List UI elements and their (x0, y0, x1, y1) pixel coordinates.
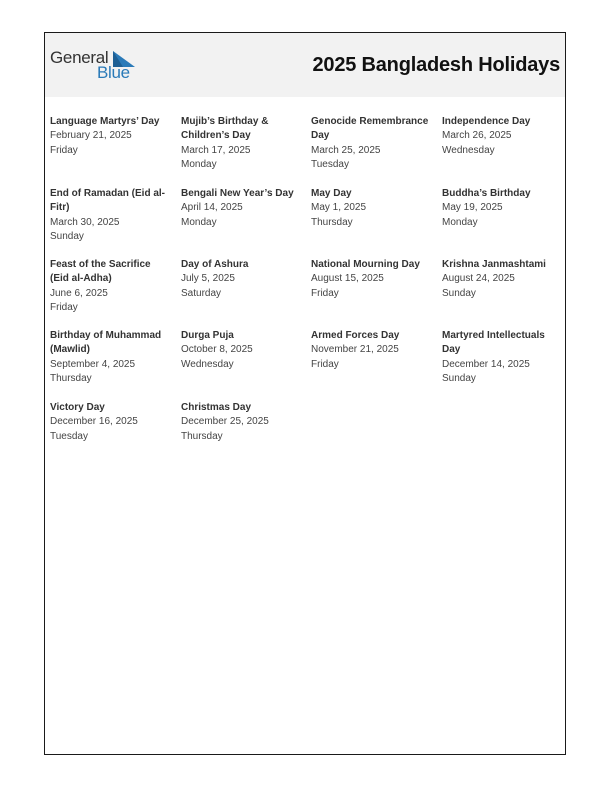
holiday-name: Victory Day (50, 402, 105, 413)
holiday-date: June 6, 2025 (50, 287, 108, 299)
holiday-item (181, 187, 306, 230)
holiday-weekday: Wednesday (442, 144, 495, 156)
holiday-item (50, 258, 162, 315)
holiday-date: August 24, 2025 (442, 273, 515, 285)
holiday-name: Krishna Janmashtami (442, 259, 546, 270)
holiday-date: May 19, 2025 (442, 202, 503, 214)
holiday-date: May 1, 2025 (311, 202, 367, 214)
holiday-date: March 17, 2025 (181, 144, 251, 156)
holiday-name: Durga Puja (181, 330, 234, 341)
holiday-weekday: Friday (311, 358, 339, 370)
holiday-item (181, 401, 306, 444)
holiday-weekday: Thursday (311, 216, 353, 228)
holiday-date: December 14, 2025 (442, 358, 530, 370)
holiday-name: Martyred Intellectuals Day (442, 330, 545, 356)
holiday-name: Feast of the Sacrifice (Eid al-Adha) (50, 259, 151, 285)
holiday-weekday: Sunday (442, 372, 476, 384)
holiday-weekday: Tuesday (311, 158, 349, 170)
holiday-date: September 4, 2025 (50, 358, 136, 370)
holiday-name: Armed Forces Day (311, 330, 400, 341)
holiday-name: Genocide Remembrance Day (311, 116, 429, 142)
holiday-name: Mujib’s Birthday & Children’s Day (181, 116, 269, 142)
holiday-weekday: Wednesday (181, 358, 234, 370)
generalblue-logo (50, 48, 140, 84)
header-band (45, 33, 565, 97)
holiday-item (311, 187, 436, 230)
holiday-date: October 8, 2025 (181, 344, 253, 356)
holiday-weekday: Thursday (50, 372, 92, 384)
holiday-name: Bengali New Year’s Day (181, 188, 294, 199)
holiday-item (311, 329, 436, 372)
holiday-item (50, 401, 175, 444)
holiday-weekday: Friday (50, 144, 78, 156)
holiday-weekday: Friday (311, 287, 339, 299)
holiday-item (50, 115, 175, 158)
holiday-item (442, 329, 557, 386)
logo-word-general: General (50, 48, 109, 67)
holiday-date: February 21, 2025 (50, 130, 132, 142)
holiday-name: National Mourning Day (311, 259, 420, 270)
holiday-date: March 25, 2025 (311, 144, 381, 156)
holiday-date: August 15, 2025 (311, 273, 384, 285)
holiday-weekday: Tuesday (50, 430, 88, 442)
holiday-name: Birthday of Muhammad (Mawlid) (50, 330, 162, 356)
holiday-date: December 25, 2025 (181, 416, 269, 428)
holiday-item (50, 187, 168, 244)
holiday-weekday: Saturday (181, 287, 222, 299)
holiday-name: May Day (311, 188, 352, 199)
holiday-date: March 26, 2025 (442, 130, 512, 142)
page-title: 2025 Bangladesh Holidays (312, 54, 560, 76)
holiday-weekday: Monday (442, 216, 478, 228)
holiday-name: Language Martyrs’ Day (50, 116, 160, 127)
holiday-item (311, 258, 436, 301)
holiday-name: Buddha’s Birthday (442, 188, 531, 199)
holiday-item (181, 329, 306, 372)
holiday-name: Day of Ashura (181, 259, 249, 270)
holiday-weekday: Sunday (50, 230, 84, 242)
holiday-date: July 5, 2025 (181, 273, 235, 285)
holiday-item (442, 115, 567, 158)
page-frame (44, 32, 566, 755)
holiday-weekday: Monday (181, 216, 217, 228)
holiday-date: December 16, 2025 (50, 416, 138, 428)
holiday-name: Christmas Day (181, 402, 252, 413)
holiday-item (442, 258, 567, 301)
holiday-weekday: Sunday (442, 287, 476, 299)
holiday-item (50, 329, 170, 386)
holiday-weekday: Monday (181, 158, 217, 170)
holiday-item (442, 187, 567, 230)
holiday-item (181, 115, 281, 172)
holiday-date: March 30, 2025 (50, 216, 120, 228)
holiday-item (181, 258, 306, 301)
holiday-name: Independence Day (442, 116, 531, 127)
holiday-weekday: Friday (50, 301, 78, 313)
holiday-weekday: Thursday (181, 430, 223, 442)
holiday-name: End of Ramadan (Eid al-Fitr) (50, 188, 166, 214)
holiday-date: April 14, 2025 (181, 202, 243, 214)
holiday-item (311, 115, 436, 172)
holiday-date: November 21, 2025 (311, 344, 399, 356)
logo-word-blue: Blue (97, 63, 130, 82)
